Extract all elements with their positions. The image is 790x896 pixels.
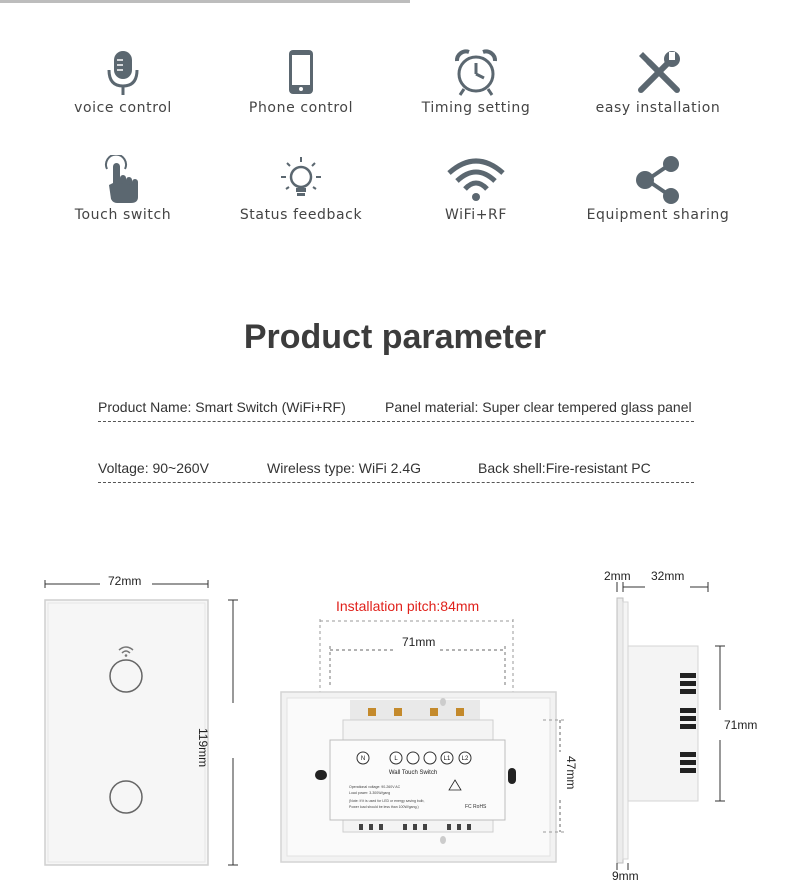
side-height-label: 71mm xyxy=(724,718,758,732)
terminal-l-label: L xyxy=(394,756,398,762)
glass-panel xyxy=(45,600,208,865)
back-label-power: Power load should be less than 100W/gang.) xyxy=(349,805,419,809)
phone-icon xyxy=(281,48,321,98)
param-panel-material: Panel material: Super clear tempered glass panel xyxy=(385,399,692,415)
front-height-label: 119mm xyxy=(196,728,210,768)
back-label-title: Wall Touch Switch xyxy=(388,770,438,776)
feature-label: Status feedback xyxy=(239,207,363,223)
mount-slot-right xyxy=(508,768,516,784)
back-label-load: Load power: 3-300W/gang xyxy=(349,791,391,795)
feature-timing-setting xyxy=(386,48,566,116)
feature-phone-control xyxy=(211,48,391,116)
back-label-voltage: Operational voltage: 90-260V AC xyxy=(349,785,401,789)
touch-hand-icon xyxy=(101,155,145,205)
side-glass-panel xyxy=(617,598,623,863)
wifi-icon xyxy=(446,155,506,205)
lightbulb-icon xyxy=(276,155,326,205)
feature-label: Touch switch xyxy=(74,207,172,223)
feature-voice-control xyxy=(33,48,213,116)
divider-dashed xyxy=(98,421,694,422)
param-wireless-type: Wireless type: WiFi 2.4G xyxy=(267,460,422,476)
feature-label: Timing setting xyxy=(421,100,531,116)
feature-easy-installation xyxy=(568,48,748,116)
side-body xyxy=(628,646,698,801)
side-depth-label: 32mm xyxy=(651,569,685,583)
feature-label: easy installation xyxy=(595,100,721,116)
param-back-shell: Back shell:Fire-resistant PC xyxy=(478,460,651,476)
back-view-diagram xyxy=(275,612,585,872)
feature-label: Equipment sharing xyxy=(586,207,730,223)
back-height-label: 47mm xyxy=(564,756,578,790)
back-label-note: (Note: If it is used for LED or energy saving bulb, xyxy=(349,799,425,803)
back-inner-width-label: 71mm xyxy=(402,635,436,649)
feature-wifi-rf xyxy=(386,155,566,223)
feature-label: WiFi+RF xyxy=(444,207,508,223)
divider-dashed xyxy=(98,482,694,483)
terminal-n-label: N xyxy=(360,756,366,762)
side-bottom-label: 9mm xyxy=(612,869,639,883)
tools-icon xyxy=(633,48,683,98)
feature-touch-switch xyxy=(33,155,213,223)
feature-label: voice control xyxy=(74,100,172,116)
terminal-l1-label: L1 xyxy=(443,756,451,762)
feature-equipment-sharing xyxy=(568,155,748,223)
feature-status-feedback xyxy=(211,155,391,223)
side-glass-thickness-label: 2mm xyxy=(604,569,631,583)
microphone-icon xyxy=(103,48,143,98)
front-view-diagram xyxy=(40,570,250,870)
param-product-name: Product Name: Smart Switch (WiFi+RF) xyxy=(98,399,346,415)
cert-marks: FC RoHS xyxy=(465,804,487,810)
mount-slot-left xyxy=(315,770,327,780)
top-divider-line xyxy=(0,0,410,3)
share-icon xyxy=(633,155,683,205)
installation-pitch-label: Installation pitch:84mm xyxy=(336,598,480,614)
front-width-label: 72mm xyxy=(108,574,142,588)
feature-label: Phone control xyxy=(248,100,354,116)
section-title: Product parameter xyxy=(243,318,547,356)
terminal-l2-label: L2 xyxy=(461,756,469,762)
alarm-clock-icon xyxy=(452,48,500,98)
param-voltage: Voltage: 90~260V xyxy=(98,460,209,476)
